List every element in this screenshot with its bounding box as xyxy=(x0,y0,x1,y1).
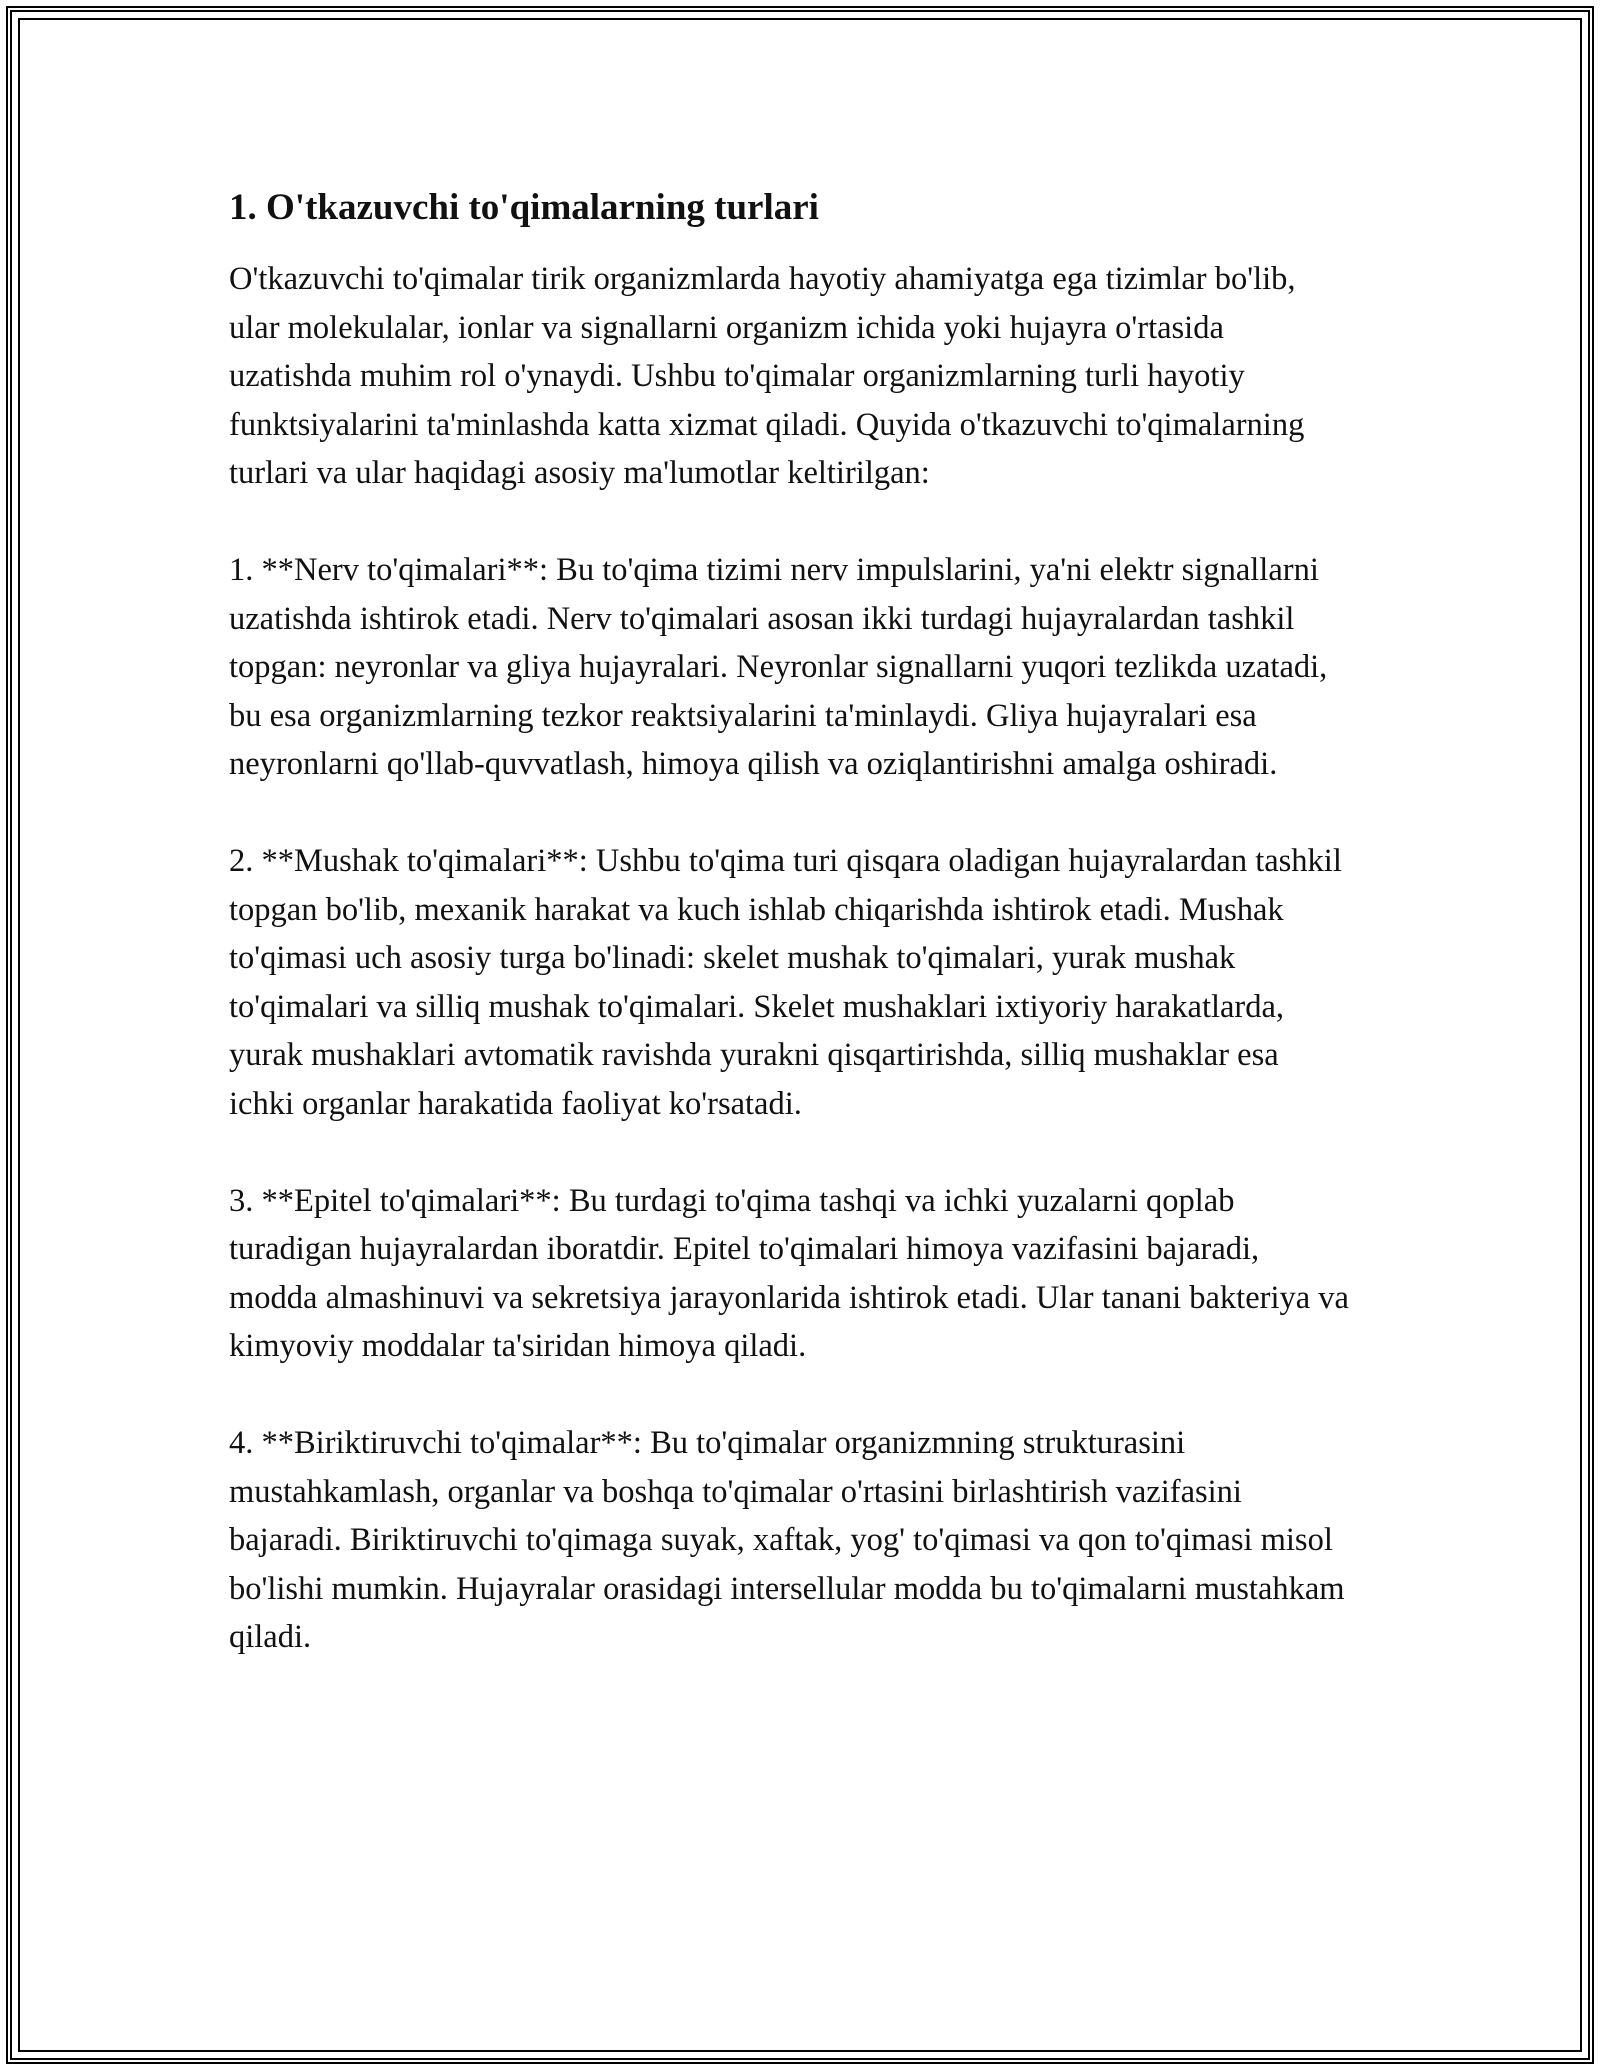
intro-paragraph: O'tkazuvchi to'qimalar tirik organizmlarda hayotiy ahamiyatga ega tizimlar bo'lib, ular molekulalar, ionlar va signallarni organizm ichida yoki hujayra o'rtasida uzatishda muhim rol o'ynaydi. Ushbu to'qimalar organizmlarning turli hayotiy funktsiyalarini ta'minlashda katta xizmat qiladi. Quyida o'tkazuvchi to'qimalarning turlari va ular haqidagi asosiy ma'lumotlar keltirilgan: xyxy=(229,261,1305,491)
paragraph-biriktiruvchi: 4. **Biriktiruvchi to'qimalar**: Bu to'qimalar organizmning strukturasini mustahkamlash, organlar va boshqa to'qimalar o'rtasini birlashtirish vazifasini bajaradi. Biriktiruvchi to'qimaga suyak, xaftak, yog' to'qimasi va qon to'qimasi misol bo'lishi mumkin. Hujayralar orasidagi intersellular modda bu to'qimalarni mustahkam qiladi. xyxy=(229,1425,1345,1655)
paragraph-nerv: 1. **Nerv to'qimalari**: Bu to'qima tizimi nerv impulslarini, ya'ni elektr signallarni uzatishda ishtirok etadi. Nerv to'qimalari asosan ikki turdagi hujayralardan tashkil topgan: neyronlar va gliya hujayralari. Neyronlar signallarni yuqori tezlikda uzatadi, bu esa organizmlarning tezkor reaktsiyalarini ta'minlaydi. Gliya hujayralari esa neyronlarni qo'llab-quvvatlash, himoya qilish va oziqlantirishni amalga oshiradi. xyxy=(229,552,1328,782)
document-title: 1. O'tkazuvchi to'qimalarning turlari xyxy=(229,187,819,228)
paragraph-mushak: 2. **Mushak to'qimalari**: Ushbu to'qima turi qisqara oladigan hujayralardan tashkil topgan bo'lib, mexanik harakat va kuch ishlab chiqarishda ishtirok etadi. Mushak to'qimasi uch asosiy turga bo'linadi: skelet mushak to'qimalari, yurak mushak to'qimalari va silliq mushak to'qimalari. Skelet mushaklari ixtiyoriy harakatlarda, yurak mushaklari avtomatik ravishda yurakni qisqartirishda, silliq mushaklar esa ichki organlar harakatida faoliyat ko'rsatadi. xyxy=(229,843,1342,1122)
paragraph-epitel: 3. **Epitel to'qimalari**: Bu turdagi to'qima tashqi va ichki yuzalarni qoplab turadigan hujayralardan iboratdir. Epitel to'qimalari himoya vazifasini bajaradi, modda almashinuvi va sekretsiya jarayonlarida ishtirok etadi. Ular tanani bakteriya va kimyoviy moddalar ta'siridan himoya qiladi. xyxy=(229,1182,1349,1364)
document-body xyxy=(229,183,1349,1710)
